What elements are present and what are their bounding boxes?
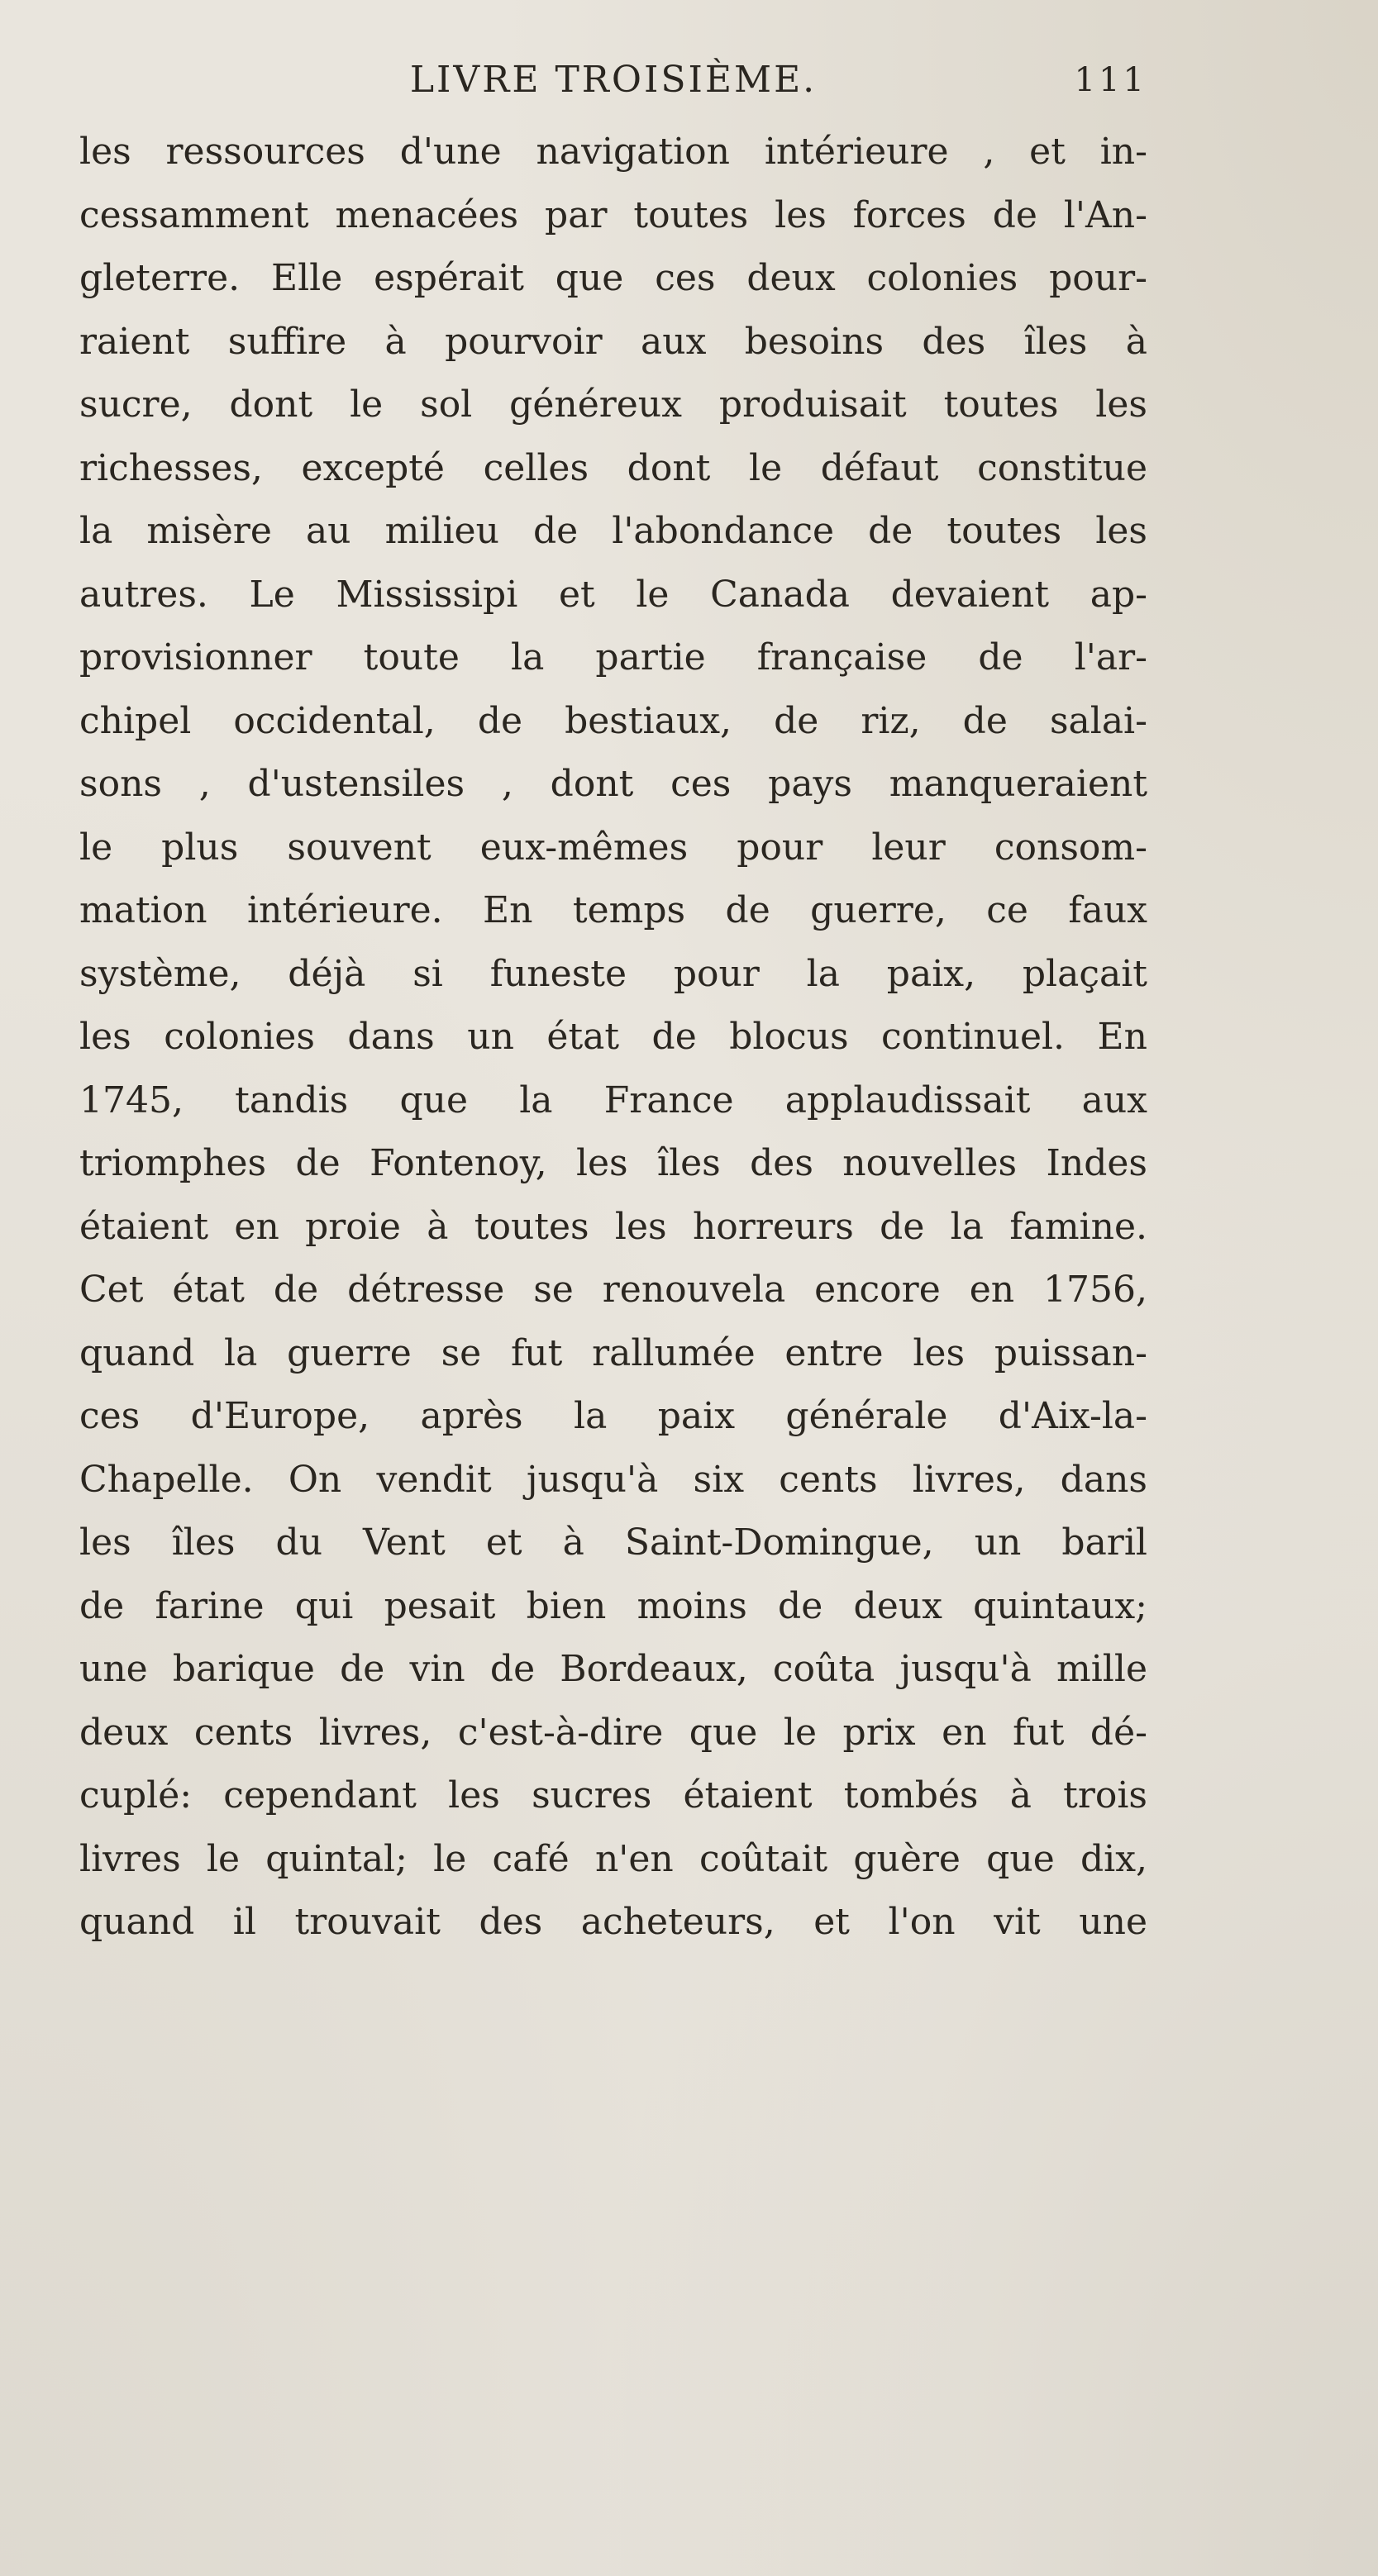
text-line: autres. Le Mississipi et le Canada devaient ap- bbox=[79, 573, 1147, 616]
text-line: richesses, excepté celles dont le défaut constitue bbox=[79, 446, 1147, 489]
text-line: le plus souvent eux-mêmes pour leur consom- bbox=[79, 826, 1147, 869]
text-line: étaient en proie à toutes les horreurs de la famine. bbox=[79, 1205, 1147, 1248]
text-line: provisionner toute la partie française de l'ar- bbox=[79, 636, 1147, 679]
text-line: les ressources d'une navigation intérieure , et in- bbox=[79, 131, 1147, 173]
text-line: gleterre. Elle espérait que ces deux colonies pour- bbox=[79, 257, 1147, 299]
text-line: 1745, tandis que la France applaudissait aux bbox=[79, 1078, 1147, 1121]
text-line: cuplé: cependant les sucres étaient tombés à trois bbox=[79, 1774, 1147, 1817]
text-line: raient suffire à pourvoir aux besoins des îles à bbox=[79, 320, 1147, 363]
text-line: quand il trouvait des acheteurs, et l'on vit une bbox=[79, 1901, 1147, 1943]
text-line: une barique de vin de Bordeaux, coûta jusqu'à mille bbox=[79, 1648, 1147, 1690]
text-line: la misère au milieu de l'abondance de toutes les bbox=[79, 510, 1147, 552]
text-line: chipel occidental, de bestiaux, de riz, de salai- bbox=[79, 699, 1147, 742]
text-line: mation intérieure. En temps de guerre, ce faux bbox=[79, 889, 1147, 931]
text-line: ces d'Europe, après la paix générale d'Aix-la- bbox=[79, 1395, 1147, 1437]
body-text bbox=[79, 121, 1147, 1955]
text-line: système, déjà si funeste pour la paix, plaçait bbox=[79, 952, 1147, 995]
text-line: sons , d'ustensiles , dont ces pays manqueraient bbox=[79, 763, 1147, 805]
text-line: les îles du Vent et à Saint-Domingue, un baril bbox=[79, 1521, 1147, 1564]
text-line: quand la guerre se fut rallumée entre les puissan- bbox=[79, 1331, 1147, 1374]
text-line: Cet état de détresse se renouvela encore en 1756, bbox=[79, 1269, 1147, 1311]
text-line: les colonies dans un état de blocus continuel. En bbox=[79, 1016, 1147, 1058]
text-line: livres le quintal; le café n'en coûtait guère que dix, bbox=[79, 1837, 1147, 1880]
text-line: sucre, dont le sol généreux produisait toutes les bbox=[79, 383, 1147, 426]
running-head bbox=[79, 51, 1147, 109]
text-line: deux cents livres, c'est-à-dire que le prix en fut dé- bbox=[79, 1711, 1147, 1754]
page-number: 111 bbox=[1074, 61, 1147, 99]
text-line: cessamment menacées par toutes les forces de l'An- bbox=[79, 193, 1147, 236]
running-title: LIVRE TROISIÈME. bbox=[409, 59, 818, 101]
text-line: Chapelle. On vendit jusqu'à six cents livres, dans bbox=[79, 1458, 1147, 1501]
text-line: de farine qui pesait bien moins de deux quintaux; bbox=[79, 1584, 1147, 1627]
text-line: triomphes de Fontenoy, les îles des nouvelles Indes bbox=[79, 1142, 1147, 1184]
